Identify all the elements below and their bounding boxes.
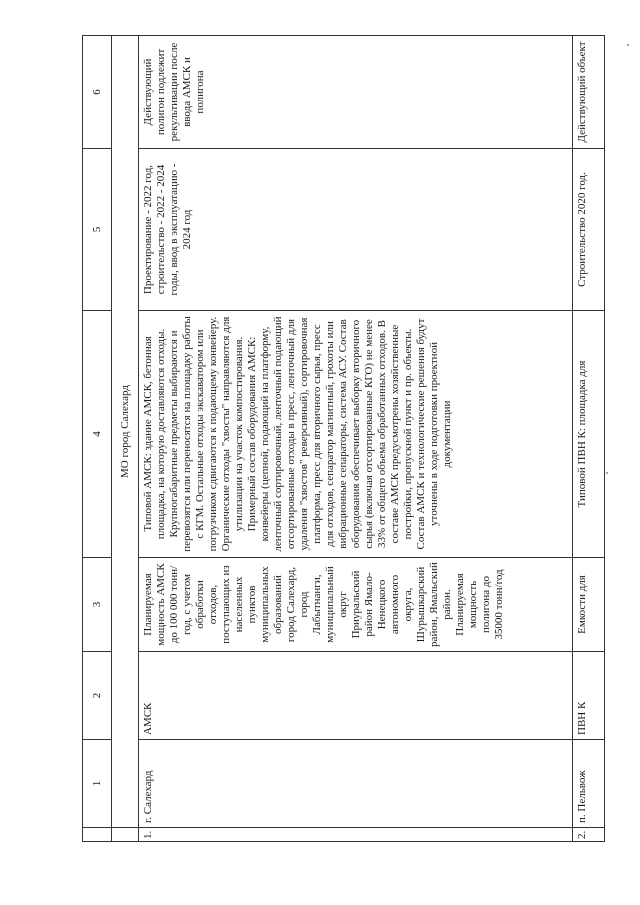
- note-cell: Действующий полигон подлежит рекультивации после ввода АМСК и полигона: [139, 36, 573, 149]
- row-number: 2.: [573, 828, 605, 842]
- header-cell-2: 2: [83, 652, 112, 740]
- locality-cell: г. Салехард: [139, 740, 573, 828]
- description-cell: Типовой АМСК: здание АМСК, бетонная площадка, на которую доставляются отходы. Крупногабаритные предметы выбираются и перевозятся или переносятся на площадку работы с КГМ. Остальные отходы экскаватором или погрузчиком сдвигаются к подающему конвейеру. Органические отходы "хвосты" направляются для утилизации на участок компостирования. Примерный состав оборудования АМСК: конвейеры (цепной, подающий на платформу, ленточный сортировочный, ленточный подающий отсортированные отходы в пресс, ленточный для удаления "хвостов" реверсивный), сортировочная платформа, пресс для вторичного сырья, пресс для отходов, сепаратор магнитный, грохоты или вибрационные сепараторы, система АСУ. Состав оборудования обеспечивает выборку вторичного сырья (включая отсортированные КГО) не менее 33% от общего объема обработанных отходов. В составе АМСК предусмотрены хозяйственные постройки, пропускной пункт и пр. объекты. Состав АМСК и технологические решения будут уточнены в ходе подготовки проектной документации: [139, 311, 573, 558]
- object-cell: ПВН К: [573, 652, 605, 740]
- note-cell: Действующий объект: [573, 36, 605, 149]
- table-row: [139, 36, 573, 842]
- section-cell-blank: [112, 828, 139, 842]
- capacity-cell: Планируемая мощность АМСК до 100 000 тонн/год, с учетом обработки отходов, поступающих из населенных пунктов муниципальных образований город Салехард, город Лабытнанги, муниципальный округ Приуральский район Ямало-Ненецкого автономного округа, Шурышкарский район, Ямальский район. Планируемая мощность полигона до 35000 тонн/год: [139, 558, 573, 652]
- section-row: [112, 36, 139, 842]
- header-cell-6: 6: [83, 36, 112, 149]
- header-cell-4: 4: [83, 311, 112, 558]
- scan-speck: [606, 472, 608, 474]
- section-title: МО город Салехард: [112, 36, 139, 828]
- scan-speck: [627, 44, 629, 46]
- header-cell-5: 5: [83, 149, 112, 311]
- header-cell-3: 3: [83, 558, 112, 652]
- objects-table: [82, 35, 605, 842]
- description-cell: Типовой ПВН К: площадка для: [573, 311, 605, 558]
- header-cell-blank: [83, 828, 112, 842]
- timeline-cell: Проектирование - 2022 год, строительство - 2022 - 2024 годы, ввод в эксплуатацию - 2024 год: [139, 149, 573, 311]
- header-cell-1: 1: [83, 740, 112, 828]
- row-number: 1.: [139, 828, 573, 842]
- header-row: [83, 36, 112, 842]
- rotated-table-container: [82, 41, 588, 842]
- timeline-cell: Строительство 2020 год.: [573, 149, 605, 311]
- locality-cell: п. Пельвож: [573, 740, 605, 828]
- table-row: [573, 36, 605, 842]
- object-cell: АМСК: [139, 652, 573, 740]
- capacity-cell: Емкости для: [573, 558, 605, 652]
